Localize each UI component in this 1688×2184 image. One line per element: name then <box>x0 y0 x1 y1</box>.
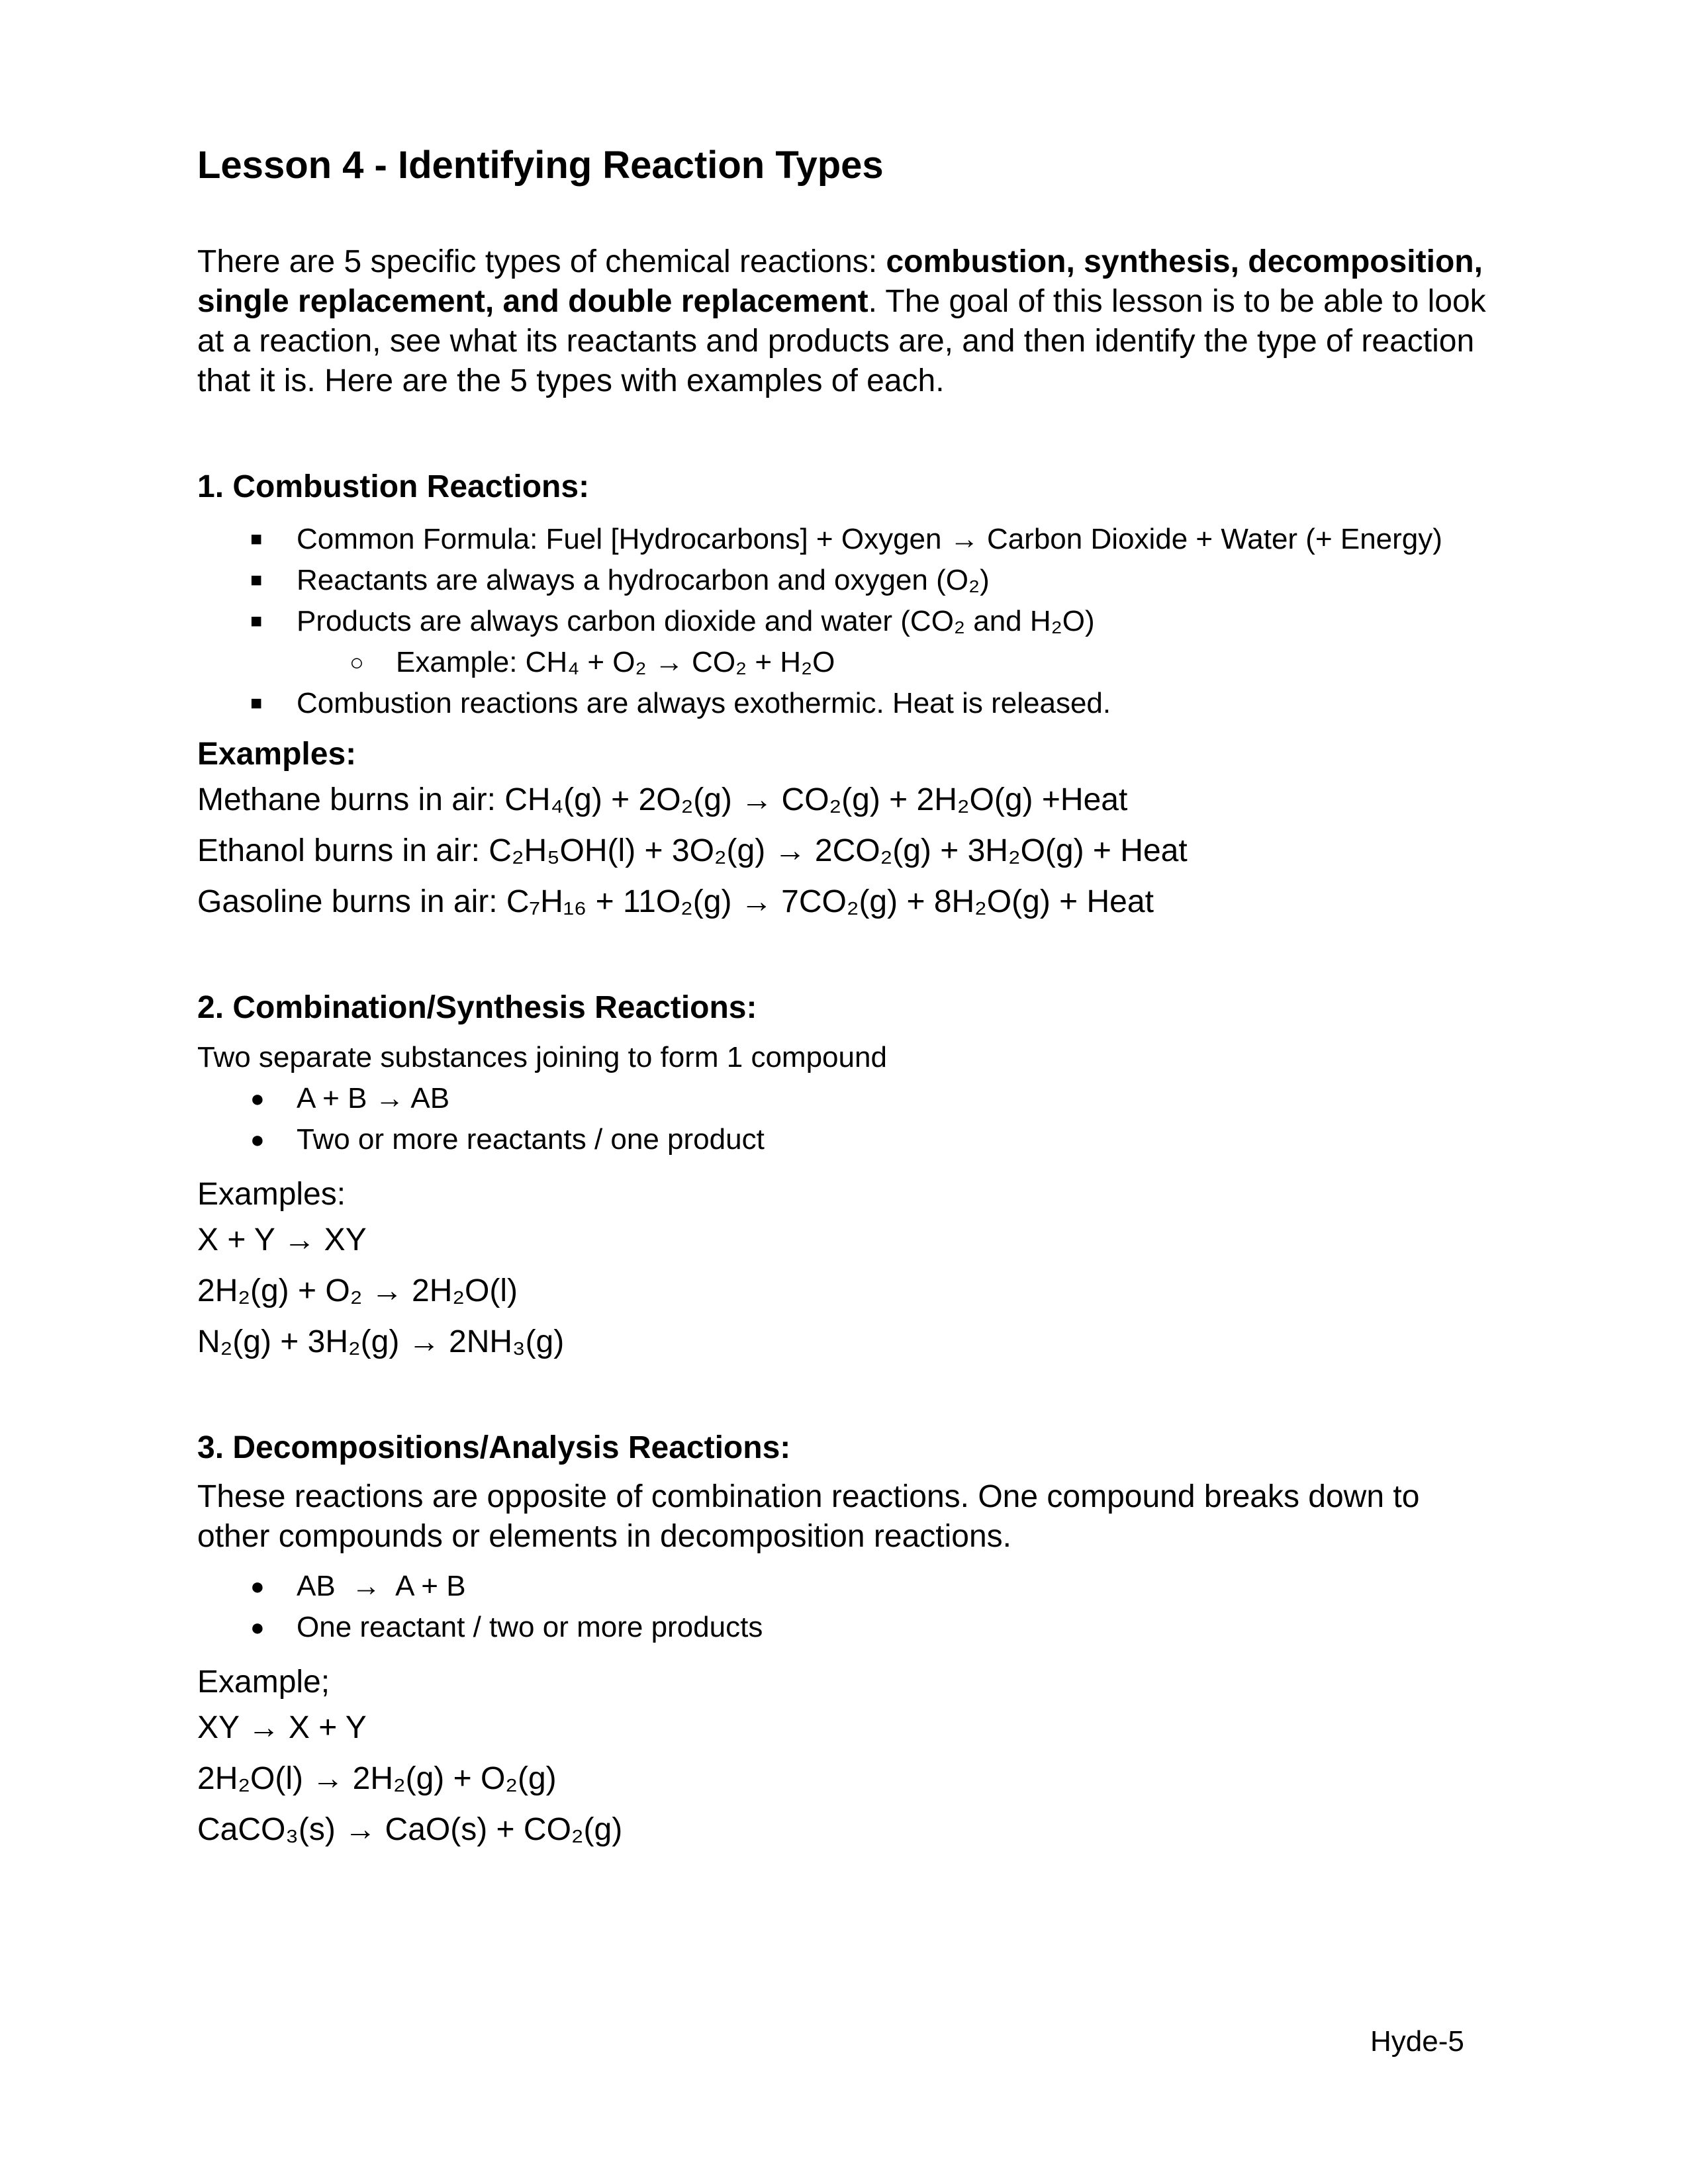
decomposition-bullet-list <box>197 1566 1495 1648</box>
square-bullet-icon: ■ <box>250 569 263 591</box>
list-item <box>197 1078 1495 1119</box>
equation-line: X + Y → XY <box>197 1222 367 1257</box>
intro-paragraph <box>197 242 1495 401</box>
square-bullet-icon: ■ <box>250 692 263 714</box>
intro-text-after: . The goal of this lesson is to be able to look at a reaction, see what its reactants and products are, and then identify the type of reaction that it is. Here are the 5 types with examples of each. <box>197 284 1486 398</box>
combustion-bullet-text: Products are always carbon dioxide and water (CO₂ and H₂O) <box>297 605 1095 637</box>
synthesis-bullet-list <box>197 1078 1495 1160</box>
synthesis-bullet-text: A + B → AB <box>297 1082 450 1115</box>
page-content <box>197 139 1495 1855</box>
decomposition-bullet-text: One reactant / two or more products <box>297 1611 763 1643</box>
list-item <box>297 642 1495 683</box>
combustion-bullet-text: Common Formula: Fuel [Hydrocarbons] + Oxygen → Carbon Dioxide + Water (+ Energy) <box>297 523 1442 555</box>
circle-bullet-icon: ○ <box>350 649 364 676</box>
dot-bullet-icon: ● <box>250 1085 265 1112</box>
equation-line: XY → X + Y <box>197 1710 367 1745</box>
equation-line: CaCO₃(s) → CaO(s) + CO₂(g) <box>197 1812 623 1847</box>
decomposition-heading: 3. Decompositions/Analysis Reactions: <box>197 1430 791 1465</box>
decomposition-description: These reactions are opposite of combination reactions. One compound breaks down to other compounds or elements in decomposition reactions. <box>197 1479 1420 1554</box>
list-item <box>197 519 1495 560</box>
page-footer: Hyde-5 <box>1370 2025 1464 2058</box>
combustion-heading: 1. Combustion Reactions: <box>197 469 590 504</box>
combustion-examples-heading: Examples: <box>197 737 357 772</box>
square-bullet-icon: ■ <box>250 610 263 632</box>
intro-text-before: There are 5 specific types of chemical reactions: <box>197 244 886 279</box>
equation-line: 2H₂O(l) → 2H₂(g) + O₂(g) <box>197 1761 557 1796</box>
equation-line: Ethanol burns in air: C₂H₅OH(l) + 3O₂(g) → 2CO₂(g) + 3H₂O(g) + Heat <box>197 833 1188 868</box>
equation-line: Gasoline burns in air: C₇H₁₆ + 11O₂(g) → 7CO₂(g) + 8H₂O(g) + Heat <box>197 884 1154 919</box>
equation-line: Methane burns in air: CH₄(g) + 2O₂(g) → CO₂(g) + 2H₂O(g) +Heat <box>197 782 1128 817</box>
synthesis-description: Two separate substances joining to form 1 compound <box>197 1041 887 1073</box>
synthesis-examples-heading: Examples: <box>197 1177 346 1212</box>
dot-bullet-icon: ● <box>250 1614 265 1641</box>
synthesis-bullet-text: Two or more reactants / one product <box>297 1123 765 1156</box>
equation-line: N₂(g) + 3H₂(g) → 2NH₃(g) <box>197 1324 565 1359</box>
decomposition-bullet-text: AB → A + B <box>297 1570 466 1602</box>
dot-bullet-icon: ● <box>250 1126 265 1153</box>
intro-bold-types: combustion, synthesis, decomposition, single replacement, and double replacement <box>197 244 1483 319</box>
combustion-sub-list <box>297 642 1495 683</box>
list-item <box>197 601 1495 683</box>
list-item <box>197 1566 1495 1607</box>
synthesis-heading: 2. Combination/Synthesis Reactions: <box>197 990 757 1025</box>
list-item <box>197 560 1495 601</box>
combustion-bullet-text: Combustion reactions are always exothermic. Heat is released. <box>297 687 1111 719</box>
decomposition-examples-heading: Example; <box>197 1664 330 1700</box>
list-item <box>197 683 1495 724</box>
dot-bullet-icon: ● <box>250 1572 265 1600</box>
page-title: Lesson 4 - Identifying Reaction Types <box>197 144 884 187</box>
list-item <box>197 1607 1495 1648</box>
square-bullet-icon: ■ <box>250 528 263 550</box>
combustion-bullet-text: Reactants are always a hydrocarbon and oxygen (O₂) <box>297 564 990 596</box>
combustion-example-text: Example: CH₄ + O₂ → CO₂ + H₂O <box>396 646 835 678</box>
list-item <box>197 1119 1495 1160</box>
equation-line: 2H₂(g) + O₂ → 2H₂O(l) <box>197 1273 518 1308</box>
combustion-bullet-list <box>197 519 1495 724</box>
